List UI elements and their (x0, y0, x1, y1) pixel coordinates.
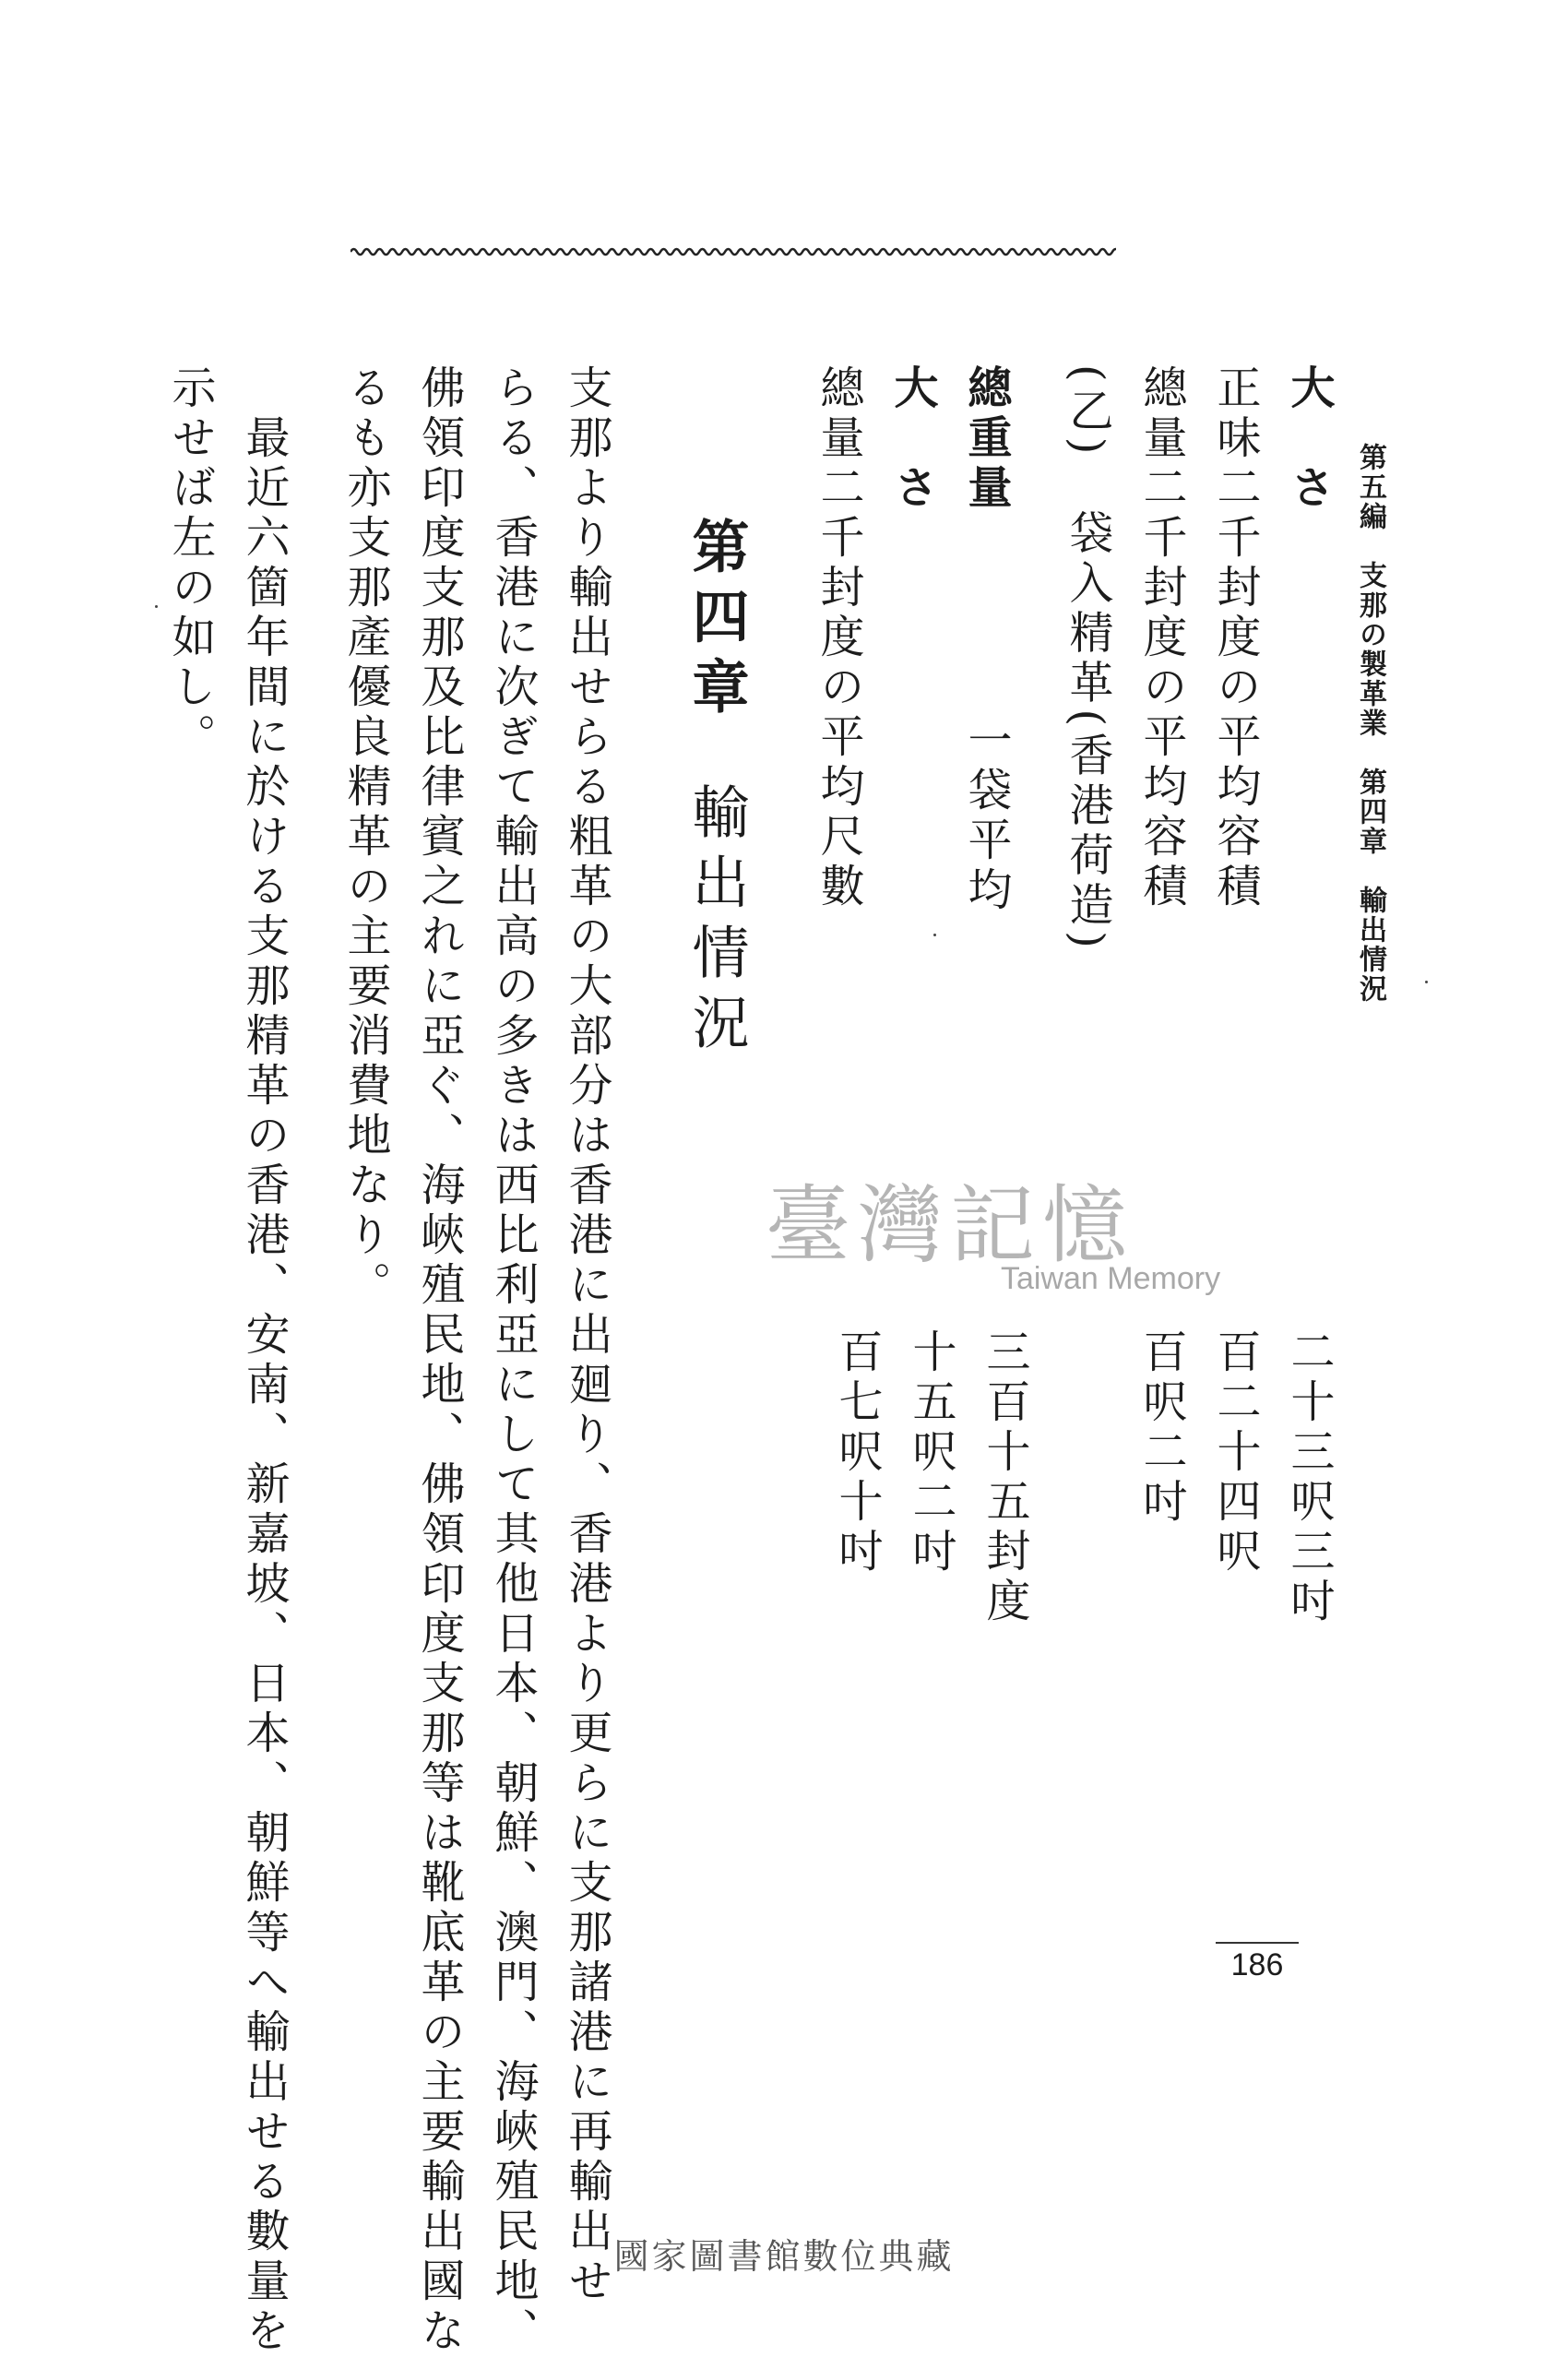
net-volume-value: 百二十四呎 (1209, 1328, 1261, 1577)
total-volume-label: 總量二千封度の平均容積 (1135, 364, 1187, 912)
size-value-2: 十五呎二吋 (905, 1328, 956, 1577)
size-value: 二十三呎三吋 (1283, 1328, 1335, 1627)
gross-weight-label (960, 364, 1012, 916)
chapter-title: 輸出情況 (683, 782, 750, 1063)
body-line-6: 示せば左の如し。 (164, 364, 216, 763)
scan-speck (933, 934, 936, 936)
body-line-3: 佛領印度支那及比律賓之れに亞ぐ、海峽殖民地、佛領印度支那等は靴底革の主要輸出國な (413, 364, 465, 2357)
chapter-number: 第四章 (683, 517, 750, 727)
avg-measure-label: 總量二千封度の平均尺數 (813, 364, 864, 912)
avg-measure-value: 百七呎十吋 (831, 1328, 883, 1577)
body-line-4: るも亦支那產優良精革の主要消費地なり。 (339, 364, 391, 1311)
body-line-1: 支那より輸出せらる粗革の大部分は香港に出廻り、香港より更らに支那諸港に再輸出せ (561, 364, 612, 2307)
size-label: 大 さ (1283, 364, 1335, 514)
gross-weight-value: 三百十五封度 (979, 1328, 1030, 1627)
bagged-leather-heading: (乙) 袋入精革(香港荷造) (1062, 364, 1113, 954)
scan-speck (1425, 981, 1428, 983)
page-number: 186 (1216, 1942, 1299, 1983)
gross-weight-label-text: 總重量 (960, 364, 1012, 514)
body-line-2: らる、香港に次ぎて輸出高の多きは西比利亞にして其他日本、朝鮮、澳門、海峽殖民地、 (487, 364, 539, 2357)
net-volume-label: 正味二千封度の平均容積 (1209, 364, 1261, 912)
total-volume-value: 百呎二吋 (1135, 1328, 1187, 1528)
taiwan-memory-watermark (766, 1158, 1282, 1324)
watermark-chinese: 臺灣記憶 (766, 1176, 1135, 1275)
body-line-5: 最近六箇年間に於ける支那精革の香港、安南、新嘉坡、日本、朝鮮等へ輸出せる數量を (238, 364, 290, 2357)
scan-speck (155, 605, 158, 608)
size-label-2: 大 さ (886, 364, 938, 514)
running-head: 第五編 支那の製革業 第四章 輸出情況 (1354, 443, 1386, 1004)
watermark-english: Taiwan Memory (1001, 1261, 1221, 1296)
chapter-heading (683, 517, 750, 1063)
wavy-rule (350, 242, 1116, 262)
library-footer: 國家圖書館數位典藏 (613, 2236, 955, 2277)
per-bag-label: 一袋平均 (960, 717, 1012, 916)
